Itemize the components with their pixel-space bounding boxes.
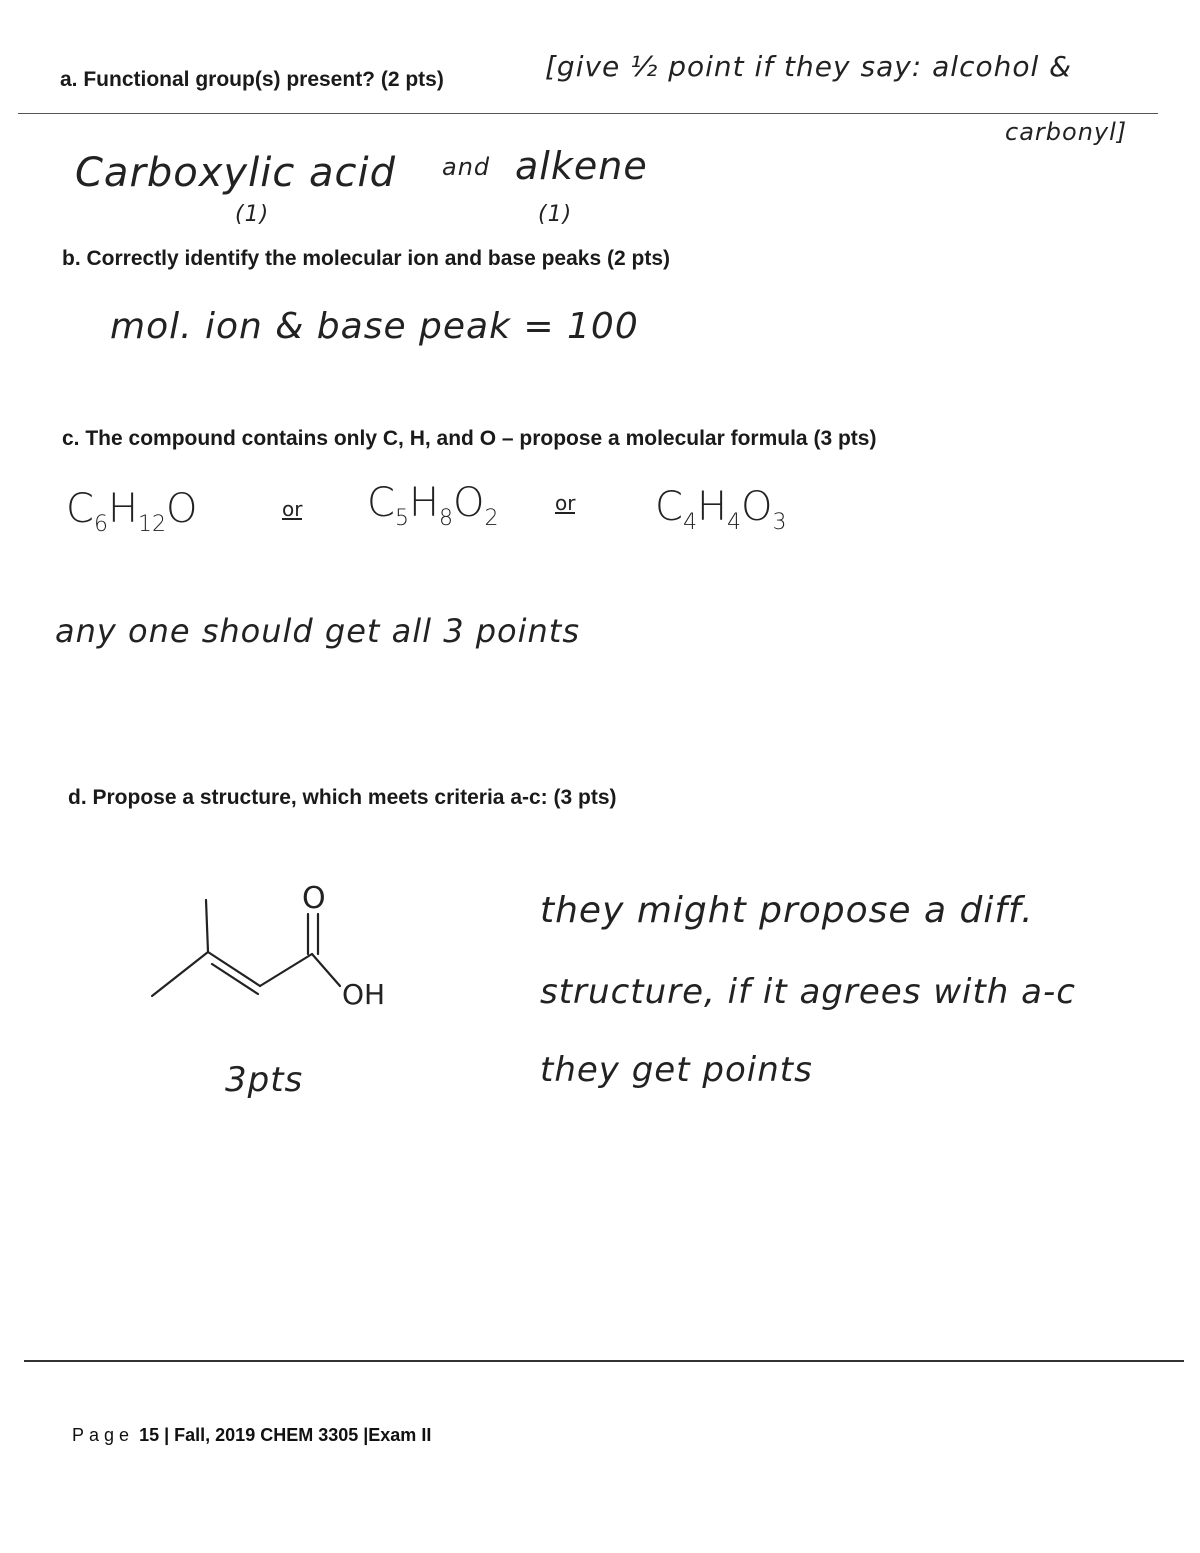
- answer-b: mol. ion & base peak = 100: [110, 306, 639, 347]
- answer-a-part1: Carboxylic acid: [75, 150, 397, 196]
- answer-a-points-1: (1): [235, 202, 270, 227]
- crotonic-acid-structure: [140, 878, 460, 1038]
- structure-note-line1: they might propose a diff.: [540, 890, 1034, 931]
- formula-3: $C_4H_4O_3$: [655, 484, 787, 535]
- bond-vertical: [206, 900, 208, 952]
- structure-note-line3: they get points: [540, 1050, 813, 1090]
- question-d: d. Propose a structure, which meets criteria a-c: (3 pts): [68, 786, 617, 809]
- question-a: a. Functional group(s) present? (2 pts): [60, 68, 444, 91]
- structure-points: 3pts: [225, 1060, 304, 1100]
- formula-2: $C_5H_8O_2$: [367, 480, 499, 531]
- grader-note-line2: carbonyl]: [1005, 118, 1128, 146]
- footer-line: [24, 1360, 1184, 1362]
- formula-1: $C_6H_{12}O$: [66, 486, 198, 537]
- question-b: b. Correctly identify the molecular ion and base peaks (2 pts): [62, 247, 670, 270]
- grader-note-line1: [give ½ point if they say: alcohol &: [545, 50, 1072, 83]
- formula-or-2: or: [555, 491, 576, 515]
- structure-oh: OH: [342, 978, 386, 1011]
- page-footer: [72, 1425, 431, 1446]
- bond-methyl: [152, 952, 208, 996]
- footer-page-word: Page: [72, 1425, 135, 1445]
- structure-note-line2: structure, if it agrees with a-c: [540, 972, 1076, 1012]
- bond-to-carbonyl: [260, 954, 312, 986]
- answer-a-join: and: [442, 153, 491, 181]
- structure-oxygen: O: [302, 881, 326, 916]
- answer-line-a: [18, 113, 1158, 114]
- bond-to-oh: [312, 954, 340, 986]
- footer-page-number: 15: [139, 1425, 160, 1445]
- footer-course: | Fall, 2019 CHEM 3305 |Exam II: [164, 1425, 432, 1445]
- question-c: c. The compound contains only C, H, and O – propose a molecular formula (3 pts): [62, 427, 877, 450]
- formula-or-1: or: [282, 497, 303, 521]
- double-bond-outer: [208, 952, 260, 986]
- answer-a-points-2: (1): [538, 202, 573, 227]
- formula-note: any one should get all 3 points: [55, 612, 580, 650]
- answer-a-part2: alkene: [515, 144, 648, 188]
